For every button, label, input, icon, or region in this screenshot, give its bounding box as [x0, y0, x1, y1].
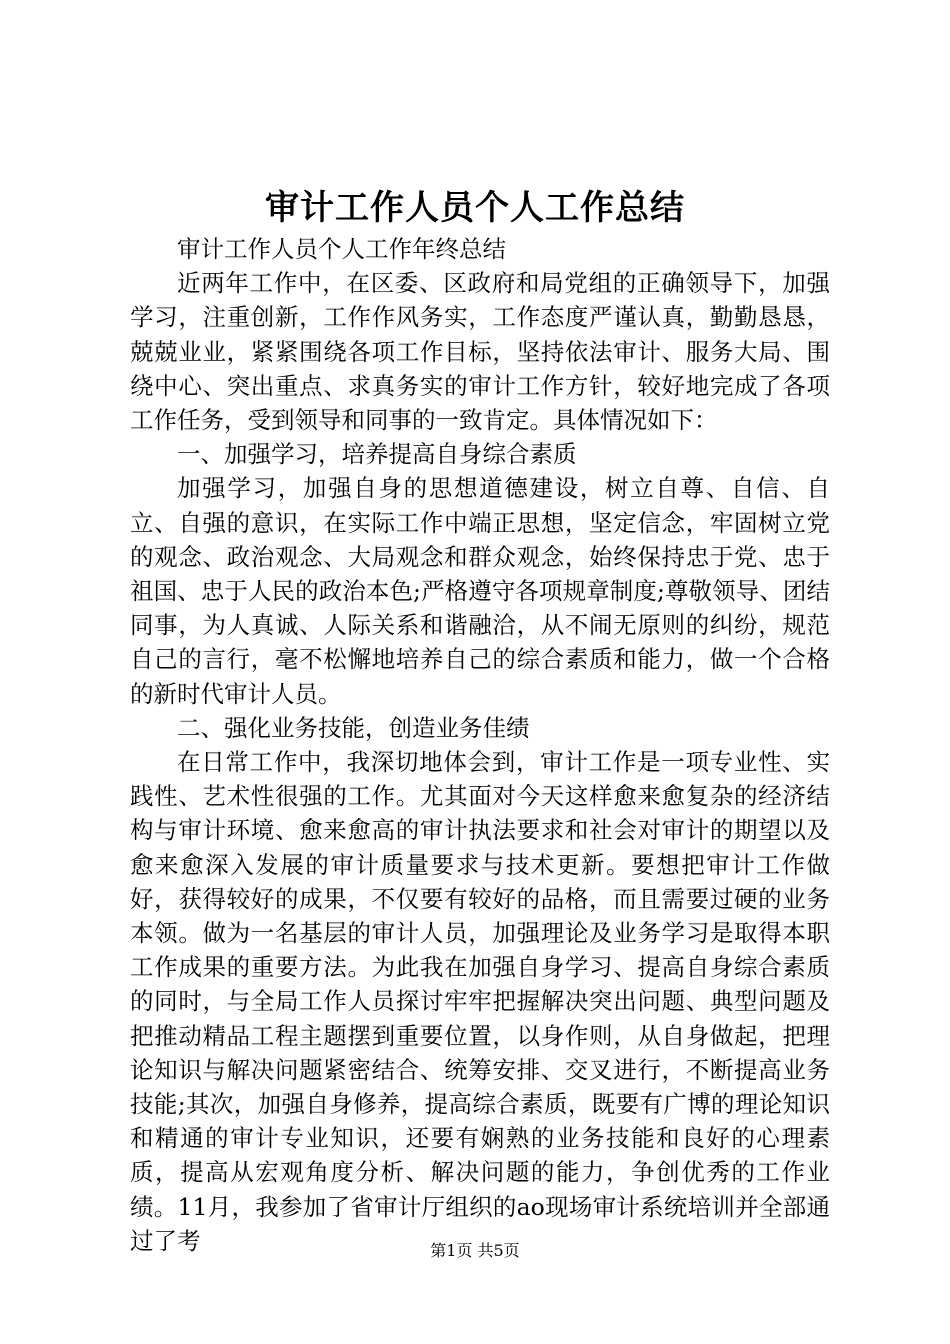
- body-paragraph: 加强学习，加强自身的思想道德建设，树立自尊、自信、自立、自强的意识，在实际工作中端正思想，坚定信念，牢固树立党的观念、政治观念、大局观念和群众观念，始终保持忠于党、忠于祖国、忠于人民的政治本色;严格遵守各项规章制度;尊敬领导、团结同事，为人真诚、人际关系和谐融洽，从不闹无原则的纠纷，规范自己的言行，毫不松懈地培养自己的综合素质和能力，做一个合格的新时代审计人员。: [130, 474, 830, 708]
- page-number-footer: 第1页 共5页: [430, 1241, 520, 1260]
- body-paragraph: 近两年工作中，在区委、区政府和局党组的正确领导下，加强学习，注重创新，工作作风务实，工作态度严谨认真，勤勤恳恳，兢兢业业，紧紧围绕各项工作目标，坚持依法审计、服务大局、围绕中心、突出重点、求真务实的审计工作方针，较好地完成了各项工作任务，受到领导和同事的一致肯定。具体情况如下：: [130, 269, 830, 435]
- section-heading: 一、加强学习，培养提高自身综合素质: [177, 440, 577, 469]
- section-heading: 二、强化业务技能，创造业务佳绩: [177, 713, 530, 742]
- document-title: 审计工作人员个人工作总结: [265, 188, 685, 228]
- document-body: [130, 232, 830, 1258]
- document-subtitle: 审计工作人员个人工作年终总结: [177, 235, 506, 263]
- body-paragraph: 在日常工作中，我深切地体会到，审计工作是一项专业性、实践性、艺术性很强的工作。尤其面对今天这样愈来愈复杂的经济结构与审计环境、愈来愈高的审计执法要求和社会对审计的期望以及愈来愈深入发展的审计质量要求与技术更新。要想把审计工作做好，获得较好的成果，不仅要有较好的品格，而且需要过硬的业务本领。做为一名基层的审计人员，加强理论及业务学习是取得本职工作成果的重要方法。为此我在加强自身学习、提高自身综合素质的同时，与全局工作人员探讨牢牢把握解决突出问题、典型问题及把推动精品工程主题摆到重要位置，以身作则，从自身做起，把理论知识与解决问题紧密结合、统筹安排、交叉进行，不断提高业务技能;其次，加强自身修养，提高综合素质，既要有广博的理论知识和精通的审计专业知识，还要有娴熟的业务技能和良好的心理素质，提高从宏观角度分析、解决问题的能力，争创优秀的工作业绩。11月，我参加了省审计厅组织的ao现场审计系统培训并全部通过了考: [130, 748, 830, 1255]
